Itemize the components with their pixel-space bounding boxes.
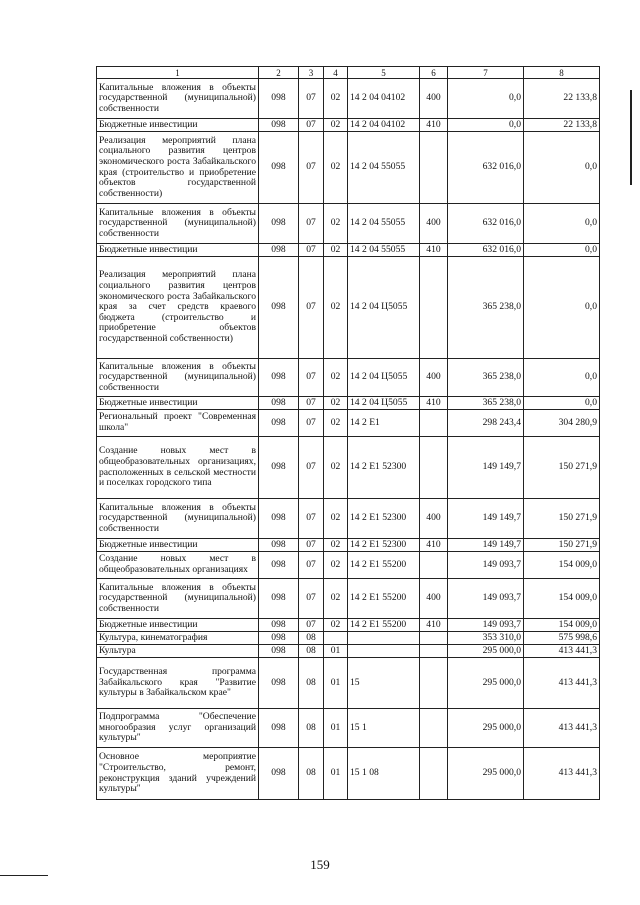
cell-admin-code: 098	[259, 619, 299, 632]
cell-amount-2: 0,0	[524, 397, 600, 410]
cell-admin-code: 098	[259, 410, 299, 437]
cell-amount-1: 632 016,0	[448, 244, 524, 257]
cell-amount-1: 632 016,0	[448, 132, 524, 204]
cell-amount-1: 632 016,0	[448, 204, 524, 244]
cell-target-article	[348, 632, 420, 645]
cell-section: 07	[299, 397, 324, 410]
cell-expense-type	[420, 645, 448, 658]
cell-amount-2: 154 009,0	[524, 552, 600, 579]
scan-edge-mark	[630, 90, 632, 185]
cell-amount-2: 154 009,0	[524, 579, 600, 619]
cell-name: Капитальные вложения в объекты государственной (муниципальной) собственности	[97, 79, 259, 119]
cell-target-article	[348, 645, 420, 658]
column-header: 3	[299, 67, 324, 79]
cell-expense-type	[420, 632, 448, 645]
cell-subsection: 01	[324, 658, 348, 709]
cell-section: 08	[299, 709, 324, 748]
cell-target-article: 14 2 E1	[348, 410, 420, 437]
cell-expense-type: 410	[420, 244, 448, 257]
cell-amount-1: 298 243,4	[448, 410, 524, 437]
table-row	[97, 645, 600, 658]
cell-target-article: 14 2 E1 52300	[348, 539, 420, 552]
cell-amount-2: 413 441,3	[524, 748, 600, 800]
cell-name: Капитальные вложения в объекты государственной (муниципальной) собственности	[97, 499, 259, 539]
cell-admin-code: 098	[259, 552, 299, 579]
cell-amount-1: 295 000,0	[448, 748, 524, 800]
cell-section: 07	[299, 579, 324, 619]
cell-subsection: 02	[324, 552, 348, 579]
cell-section: 08	[299, 632, 324, 645]
cell-admin-code: 098	[259, 632, 299, 645]
cell-amount-2: 0,0	[524, 204, 600, 244]
cell-amount-2: 150 271,9	[524, 499, 600, 539]
cell-subsection: 02	[324, 132, 348, 204]
cell-target-article: 14 2 E1 55200	[348, 552, 420, 579]
cell-amount-1: 365 238,0	[448, 257, 524, 359]
cell-amount-1: 149 149,7	[448, 499, 524, 539]
cell-amount-1: 295 000,0	[448, 709, 524, 748]
cell-target-article: 14 2 04 Ц5055	[348, 397, 420, 410]
cell-expense-type	[420, 132, 448, 204]
cell-amount-2: 150 271,9	[524, 539, 600, 552]
cell-section: 08	[299, 645, 324, 658]
cell-amount-2: 154 009,0	[524, 619, 600, 632]
cell-admin-code: 098	[259, 204, 299, 244]
cell-expense-type: 410	[420, 397, 448, 410]
cell-subsection: 01	[324, 748, 348, 800]
cell-subsection: 02	[324, 397, 348, 410]
cell-expense-type	[420, 709, 448, 748]
cell-name: Бюджетные инвестиции	[97, 397, 259, 410]
table-row	[97, 619, 600, 632]
table-row	[97, 552, 600, 579]
cell-section: 07	[299, 132, 324, 204]
cell-admin-code: 098	[259, 658, 299, 709]
cell-target-article: 14 2 04 04102	[348, 79, 420, 119]
cell-target-article: 14 2 04 55055	[348, 204, 420, 244]
column-header: 1	[97, 67, 259, 79]
table-row	[97, 632, 600, 645]
cell-admin-code: 098	[259, 709, 299, 748]
cell-target-article: 14 2 04 04102	[348, 119, 420, 132]
cell-amount-1: 149 093,7	[448, 619, 524, 632]
cell-amount-1: 149 093,7	[448, 579, 524, 619]
cell-amount-1: 365 238,0	[448, 359, 524, 397]
budget-table	[96, 66, 600, 800]
table-row	[97, 119, 600, 132]
table-row	[97, 244, 600, 257]
cell-subsection: 02	[324, 244, 348, 257]
cell-expense-type	[420, 748, 448, 800]
cell-expense-type	[420, 410, 448, 437]
cell-name: Реализация мероприятий плана социального развития центров экономического роста Забайкальского края за счет средств краевого бюджета (строительство и приобретение объектов государственной собственности)	[97, 257, 259, 359]
cell-amount-2: 0,0	[524, 244, 600, 257]
cell-amount-2: 413 441,3	[524, 658, 600, 709]
cell-name: Бюджетные инвестиции	[97, 244, 259, 257]
cell-target-article: 14 2 E1 55200	[348, 579, 420, 619]
cell-expense-type: 400	[420, 359, 448, 397]
cell-section: 07	[299, 257, 324, 359]
cell-target-article: 14 2 04 Ц5055	[348, 359, 420, 397]
cell-target-article: 15 1 08	[348, 748, 420, 800]
cell-target-article: 14 2 E1 52300	[348, 499, 420, 539]
table-row	[97, 79, 600, 119]
cell-target-article: 15 1	[348, 709, 420, 748]
cell-amount-2: 0,0	[524, 359, 600, 397]
cell-expense-type	[420, 552, 448, 579]
column-header: 7	[448, 67, 524, 79]
cell-admin-code: 098	[259, 645, 299, 658]
cell-name: Создание новых мест в общеобразовательных организациях, расположенных в сельской местности и поселках городского типа	[97, 437, 259, 499]
cell-target-article: 15	[348, 658, 420, 709]
cell-expense-type: 410	[420, 619, 448, 632]
table-row	[97, 499, 600, 539]
cell-amount-1: 295 000,0	[448, 658, 524, 709]
cell-amount-2: 0,0	[524, 132, 600, 204]
cell-amount-2: 413 441,3	[524, 645, 600, 658]
cell-subsection: 02	[324, 79, 348, 119]
table-row	[97, 359, 600, 397]
cell-subsection: 02	[324, 579, 348, 619]
column-header: 8	[524, 67, 600, 79]
cell-expense-type: 400	[420, 579, 448, 619]
cell-name: Бюджетные инвестиции	[97, 119, 259, 132]
table-header-row	[97, 67, 600, 79]
cell-amount-2: 22 133,8	[524, 79, 600, 119]
cell-amount-1: 149 093,7	[448, 552, 524, 579]
cell-subsection: 02	[324, 119, 348, 132]
cell-admin-code: 098	[259, 359, 299, 397]
cell-name: Капитальные вложения в объекты государственной (муниципальной) собственности	[97, 204, 259, 244]
cell-name: Капитальные вложения в объекты государственной (муниципальной) собственности	[97, 579, 259, 619]
table-row	[97, 132, 600, 204]
table-row	[97, 709, 600, 748]
cell-admin-code: 098	[259, 748, 299, 800]
cell-section: 07	[299, 359, 324, 397]
cell-target-article: 14 2 E1 55200	[348, 619, 420, 632]
cell-admin-code: 098	[259, 499, 299, 539]
cell-amount-1: 295 000,0	[448, 645, 524, 658]
cell-amount-2: 575 998,6	[524, 632, 600, 645]
table-row	[97, 748, 600, 800]
cell-amount-1: 0,0	[448, 79, 524, 119]
cell-name: Культура, кинематография	[97, 632, 259, 645]
table-row	[97, 204, 600, 244]
column-header: 5	[348, 67, 420, 79]
cell-expense-type	[420, 658, 448, 709]
column-header: 6	[420, 67, 448, 79]
cell-admin-code: 098	[259, 579, 299, 619]
cell-expense-type: 410	[420, 539, 448, 552]
cell-name: Бюджетные инвестиции	[97, 539, 259, 552]
cell-amount-1: 353 310,0	[448, 632, 524, 645]
cell-admin-code: 098	[259, 79, 299, 119]
cell-section: 07	[299, 437, 324, 499]
table-row	[97, 539, 600, 552]
cell-section: 07	[299, 204, 324, 244]
cell-name: Бюджетные инвестиции	[97, 619, 259, 632]
cell-admin-code: 098	[259, 119, 299, 132]
budget-table-wrap	[96, 66, 600, 800]
cell-name: Основное мероприятие "Строительство, ремонт, реконструкция зданий учреждений культуры"	[97, 748, 259, 800]
table-row	[97, 410, 600, 437]
cell-subsection: 02	[324, 499, 348, 539]
cell-admin-code: 098	[259, 132, 299, 204]
column-header: 4	[324, 67, 348, 79]
cell-name: Государственная программа Забайкальского края "Развитие культуры в Забайкальском крае"	[97, 658, 259, 709]
table-row	[97, 437, 600, 499]
cell-admin-code: 098	[259, 244, 299, 257]
cell-admin-code: 098	[259, 437, 299, 499]
cell-name: Региональный проект "Современная школа"	[97, 410, 259, 437]
cell-name: Культура	[97, 645, 259, 658]
table-row	[97, 397, 600, 410]
cell-amount-2: 0,0	[524, 257, 600, 359]
cell-subsection: 02	[324, 539, 348, 552]
cell-subsection: 02	[324, 410, 348, 437]
cell-expense-type	[420, 437, 448, 499]
cell-subsection: 02	[324, 257, 348, 359]
cell-section: 07	[299, 79, 324, 119]
cell-target-article: 14 2 04 55055	[348, 132, 420, 204]
cell-target-article: 14 2 04 Ц5055	[348, 257, 420, 359]
cell-amount-1: 0,0	[448, 119, 524, 132]
cell-subsection: 02	[324, 204, 348, 244]
cell-subsection: 02	[324, 437, 348, 499]
table-row	[97, 658, 600, 709]
cell-target-article: 14 2 04 55055	[348, 244, 420, 257]
cell-subsection: 02	[324, 359, 348, 397]
cell-amount-2: 304 280,9	[524, 410, 600, 437]
cell-amount-2: 413 441,3	[524, 709, 600, 748]
cell-section: 07	[299, 410, 324, 437]
cell-amount-2: 22 133,8	[524, 119, 600, 132]
cell-section: 07	[299, 244, 324, 257]
table-row	[97, 579, 600, 619]
cell-section: 08	[299, 658, 324, 709]
cell-amount-1: 149 149,7	[448, 539, 524, 552]
cell-section: 07	[299, 499, 324, 539]
cell-name: Реализация мероприятий плана социального развития центров экономического роста Забайкальского края (строительство и приобретение объектов государственной собственности)	[97, 132, 259, 204]
cell-expense-type: 400	[420, 79, 448, 119]
cell-name: Подпрограмма "Обеспечение многообразия услуг организаций культуры"	[97, 709, 259, 748]
cell-subsection: 02	[324, 619, 348, 632]
cell-name: Капитальные вложения в объекты государственной (муниципальной) собственности	[97, 359, 259, 397]
cell-expense-type	[420, 257, 448, 359]
cell-expense-type: 400	[420, 204, 448, 244]
cell-admin-code: 098	[259, 397, 299, 410]
cell-expense-type: 400	[420, 499, 448, 539]
cell-target-article: 14 2 E1 52300	[348, 437, 420, 499]
cell-amount-1: 365 238,0	[448, 397, 524, 410]
table-row	[97, 257, 600, 359]
column-header: 2	[259, 67, 299, 79]
cell-section: 07	[299, 539, 324, 552]
cell-admin-code: 098	[259, 539, 299, 552]
scan-edge-mark	[0, 875, 48, 876]
cell-expense-type: 410	[420, 119, 448, 132]
cell-section: 08	[299, 748, 324, 800]
cell-amount-2: 150 271,9	[524, 437, 600, 499]
cell-name: Создание новых мест в общеобразовательных организациях	[97, 552, 259, 579]
cell-section: 07	[299, 119, 324, 132]
page-number: 159	[310, 857, 330, 872]
cell-section: 07	[299, 619, 324, 632]
cell-subsection	[324, 632, 348, 645]
cell-subsection: 01	[324, 709, 348, 748]
cell-admin-code: 098	[259, 257, 299, 359]
cell-amount-1: 149 149,7	[448, 437, 524, 499]
cell-subsection: 01	[324, 645, 348, 658]
cell-section: 07	[299, 552, 324, 579]
